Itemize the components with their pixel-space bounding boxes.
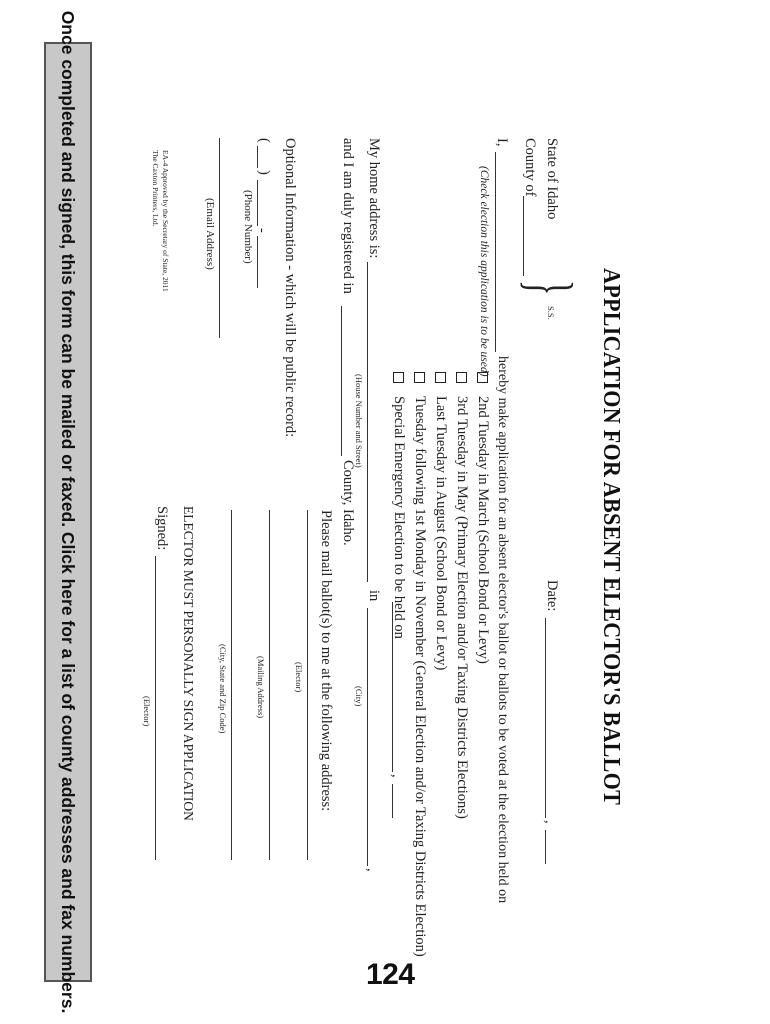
i-label: I, [494, 138, 510, 147]
county-label: County of [522, 138, 538, 197]
county-field[interactable] [523, 196, 524, 276]
email-field[interactable] [219, 138, 220, 338]
special-comma: , [389, 774, 405, 778]
mailing-address-field[interactable] [269, 510, 270, 860]
city-state-zip-caption: (City, State and Zip Code) [218, 644, 228, 734]
year-field[interactable] [545, 830, 546, 864]
election-march: 2nd Tuesday in March (School Bond or Levy) [475, 396, 491, 664]
date-field[interactable] [545, 618, 546, 818]
election-november: Tuesday following 1st Monday in November (General Election and/or Taxing Districts Election) [412, 396, 428, 957]
county-idaho-text: County, Idaho. [340, 460, 356, 546]
email-caption: (Email Address) [204, 198, 216, 270]
registered-county-field[interactable] [341, 306, 342, 456]
signed-label: Signed: [154, 506, 170, 551]
date-comma: , [542, 820, 558, 824]
applicant-name-field[interactable] [495, 152, 496, 352]
page-number: 124 [366, 958, 415, 991]
phone-dash: - [254, 228, 270, 233]
election-special: Special Emergency Election to be held on [391, 396, 407, 639]
registered-label: and I am duly registered in [340, 138, 356, 294]
checkbox-august[interactable] [435, 372, 446, 383]
optional-label: Optional Information - which will be public record: [282, 138, 298, 438]
date-label: Date: [544, 580, 560, 612]
city-caption: (City) [354, 686, 364, 707]
mail-label: Please mail ballot(s) to me at the following address: [318, 510, 334, 812]
phone-close-paren: ) [256, 170, 272, 175]
city-state-zip-field[interactable] [231, 510, 232, 860]
house-caption: (House Number and Street) [354, 374, 364, 468]
form-title: APPLICATION FOR ABSENT ELECTOR'S BALLOT [598, 268, 624, 806]
signed-caption: (Elector) [142, 696, 152, 727]
city-field[interactable] [367, 608, 368, 866]
special-date-field[interactable] [392, 602, 393, 772]
checkbox-may[interactable] [456, 372, 467, 383]
election-may: 3rd Tuesday in May (Primary Election and/or Taxing Districts Elections) [454, 396, 470, 819]
application-text: hereby make application for an absent elector's ballot or ballots to be voted at the election held on [495, 356, 510, 904]
approval-line-2: The Caxton Printers, Ltd. [151, 150, 160, 227]
mail-elector-field[interactable] [307, 510, 308, 860]
check-hint: (Check election this application is to be used) [478, 166, 490, 377]
phone-prefix-field[interactable] [257, 180, 258, 226]
checkbox-march[interactable] [477, 372, 488, 383]
brace-symbol: } [515, 280, 586, 296]
banner-text: Once completed and signed, this form can be mailed or faxed. Click here for a list of county addresses and fax numbers. [58, 10, 79, 1014]
ss-label: S.S. [546, 306, 556, 320]
county-list-banner-link[interactable] [44, 10, 92, 1014]
must-sign-notice: ELECTOR MUST PERSONALLY SIGN APPLICATION [181, 506, 196, 821]
checkbox-november[interactable] [414, 372, 425, 383]
phone-open-paren: ( [256, 138, 272, 143]
home-address-field[interactable] [367, 262, 368, 582]
approval-line-1: EA-4 Approved by the Secretary of State, 2011 [161, 150, 170, 292]
in-label: in [366, 590, 382, 602]
elector-caption: (Elector) [294, 662, 304, 693]
address-comma: , [364, 868, 380, 872]
home-address-label: My home address is: [366, 138, 382, 259]
special-year-field[interactable] [392, 784, 393, 818]
phone-line-field[interactable] [257, 236, 258, 288]
election-august: Last Tuesday in August (School Bond or Levy) [433, 396, 449, 671]
state-label: State of Idaho [544, 138, 560, 220]
phone-caption: (Phone Number) [242, 190, 254, 264]
signature-field[interactable] [155, 556, 156, 860]
mailing-caption: (Mailing Address) [256, 656, 266, 719]
checkbox-special[interactable] [393, 372, 404, 383]
area-code-field[interactable] [257, 146, 258, 168]
